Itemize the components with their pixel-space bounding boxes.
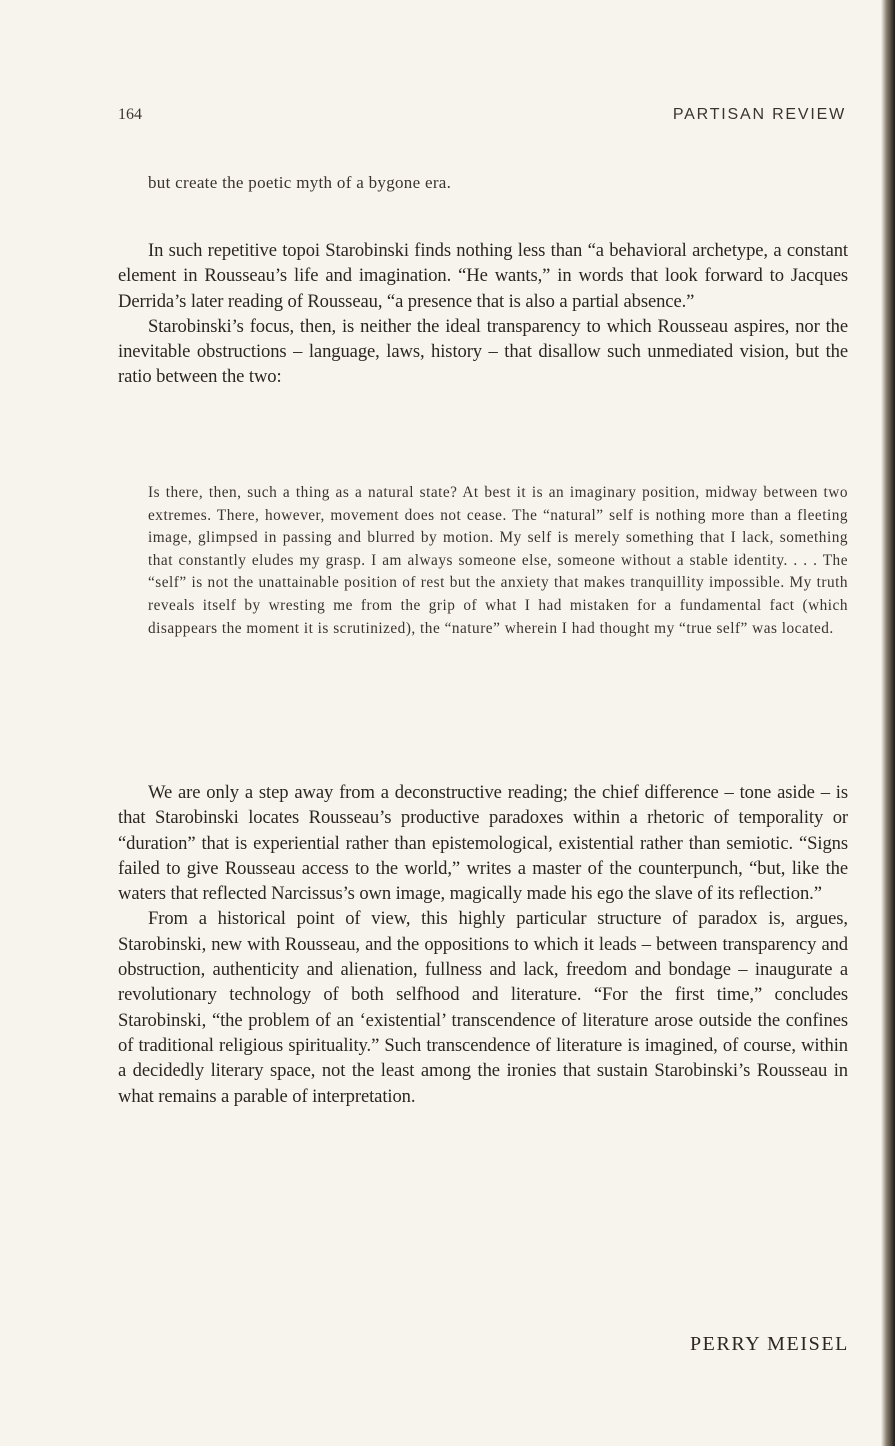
paragraph: We are only a step away from a deconstructive reading; the chief difference – tone aside – is that Starobinski locates Rousseau’s productive paradoxes within a rhetoric of temporality or “duration” that is experiential rather than epistemological, existential rather than semiotic. “Signs failed to give Rousseau access to the world,” writes a master of the counterpunch, “but, like the waters that reflected Narcissus’s own image, magically made his ego the slave of its reflection.” bbox=[118, 782, 848, 905]
paragraph: In such repetitive topoi Starobinski finds nothing less than “a behavioral archetype, a constant element in Rousseau’s life and imagination. “He wants,” in words that look forward to Jacques Derrida’s later reading of Rousseau, “a presence that is also a partial absence.” bbox=[118, 240, 848, 312]
paragraph: From a historical point of view, this highly particular structure of paradox is, argues, Starobinski, new with Rousseau, and the oppositions to which it leads – between transparency and obstruction, authenticity and alienation, fullness and lack, freedom and bondage – inaugurate a revolutionary technology of both selfhood and literature. “For the first time,” concludes Starobinski, “the problem of an ‘existential’ transcendence of literature arose outside the confines of traditional religious spirituality.” Such transcendence of literature is imagined, of course, within a decidedly literary space, not the least among the ironies that sustain Starobinski’s Rousseau in what remains a parable of interpretation. bbox=[118, 908, 848, 1107]
page-number: 164 bbox=[118, 106, 142, 123]
journal-title: PARTISAN REVIEW bbox=[672, 106, 846, 123]
block-quote: Is there, then, such a thing as a natural state? At best it is an imaginary position, midway between two extremes. There, however, movement does not cease. The “natural” self is nothing more than a fleeting image, glimpsed in passing and blurred by motion. My self is merely something that I lack, something that constantly eludes my grasp. I am always someone else, someone without a stable identity. . . . The “self” is not the unattainable position of rest but the anxiety that makes tranquillity impossible. My truth reveals itself by wresting me from the grip of what I had mistaken for a fundamental fact (which disappears the moment it is scrutinized), the “nature” wherein I had thought my “true self” was located. bbox=[148, 484, 848, 637]
article-section-2 bbox=[118, 780, 848, 1109]
article-section-1 bbox=[118, 238, 848, 390]
carryover-line: but create the poetic myth of a bygone era. bbox=[148, 173, 452, 192]
paragraph: Starobinski’s focus, then, is neither the ideal transparency to which Rousseau aspires, nor the inevitable obstructions – language, laws, history – that disallow such unmediated vision, but the ratio between the two: bbox=[118, 315, 848, 388]
page-edge-shadow bbox=[881, 0, 895, 1446]
author-signature: PERRY MEISEL bbox=[689, 1333, 849, 1355]
running-header bbox=[118, 106, 846, 132]
